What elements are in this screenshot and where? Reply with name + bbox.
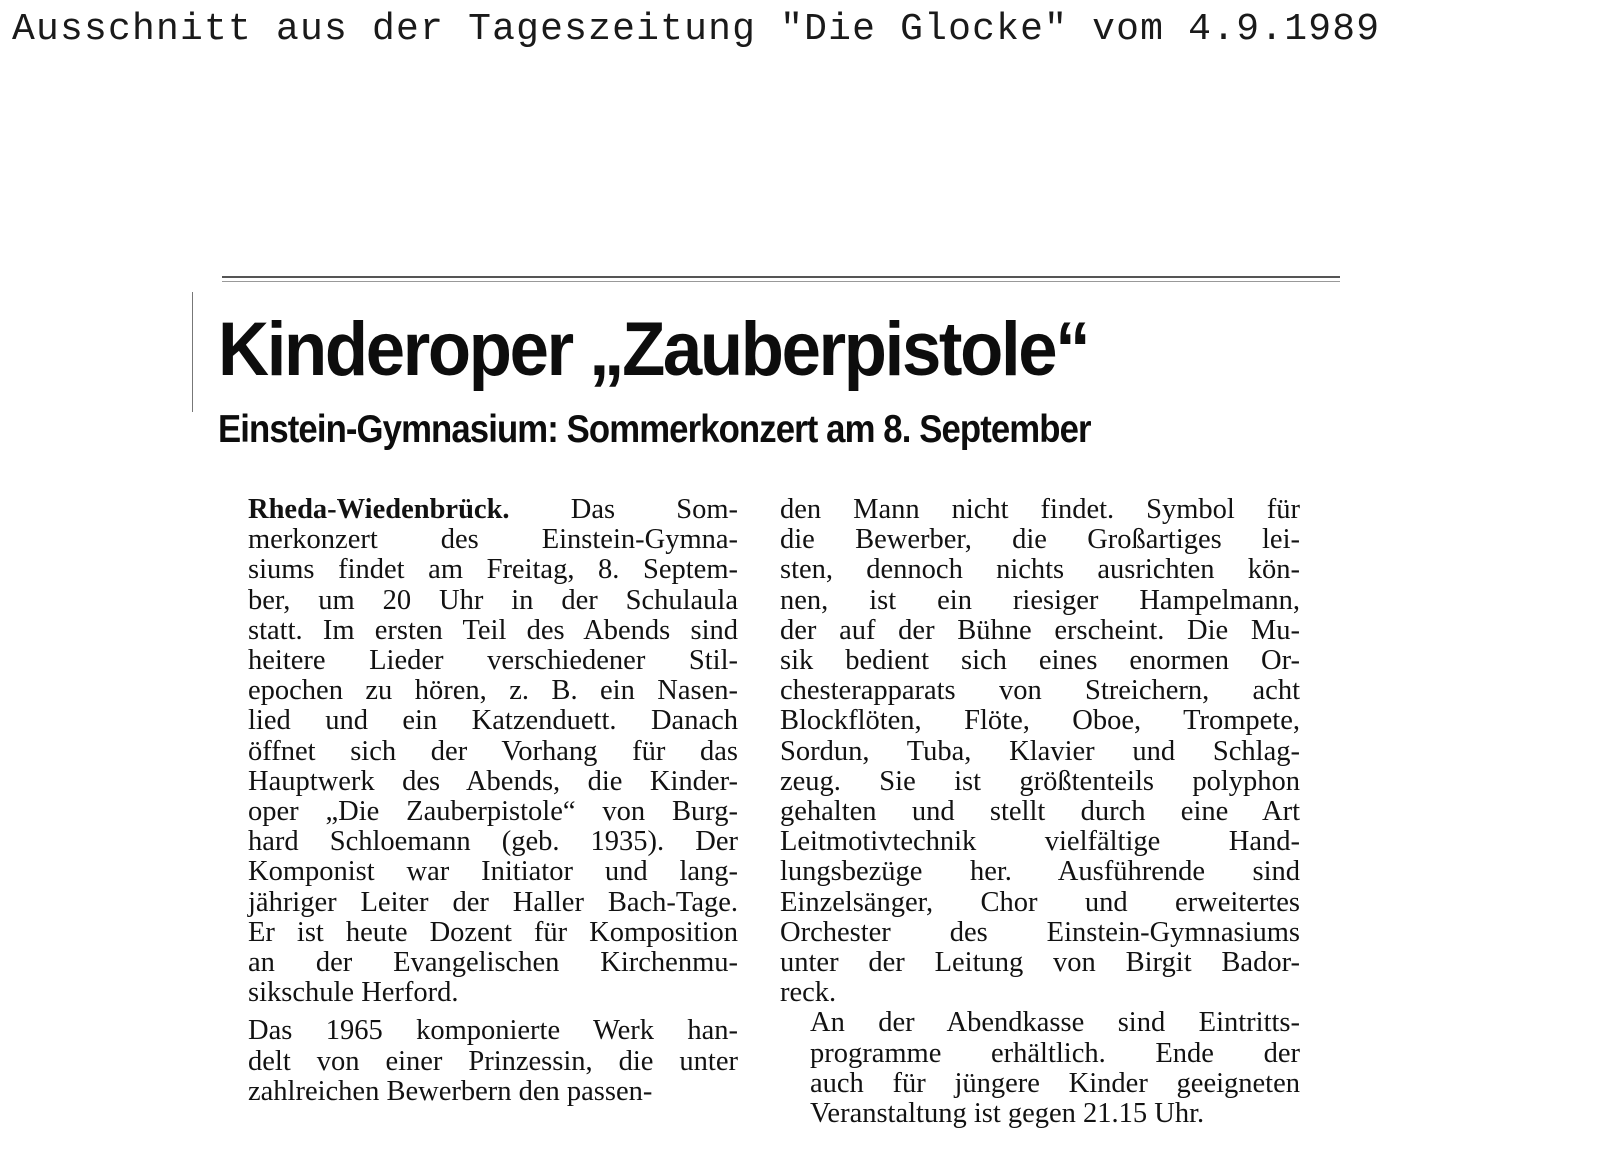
text-line [780, 555, 1300, 585]
top-rule [222, 276, 1340, 278]
text-line [218, 646, 738, 676]
text-line-content: gehalten und stellt durch eine Art [780, 796, 1300, 828]
text-line [780, 676, 1300, 706]
text-line [218, 797, 738, 827]
text-line-content: delt von einer Prinzessin, die unter [248, 1045, 738, 1077]
top-rule-secondary [222, 281, 1340, 282]
text-line-content: Sordun, Tuba, Klavier und Schlag- [780, 735, 1300, 767]
text-line-content: Leitmotivtechnik vielfältige Hand- [780, 826, 1300, 858]
dateline: Rheda-Wiedenbrück. [248, 494, 510, 525]
text-line-content: Er ist heute Dozent für Komposition [248, 916, 738, 948]
left-margin-rule [192, 292, 193, 412]
text-line-content: Komponist war Initiator und lang- [248, 856, 738, 888]
text-line-content: hard Schloemann (geb. 1935). Der [248, 826, 738, 858]
text-line [780, 918, 1300, 948]
text-line-content: jähriger Leiter der Haller Bach-Tage. [248, 886, 738, 918]
text-line [780, 948, 1300, 978]
text-line [780, 616, 1300, 646]
text-line-content: lungsbezüge her. Ausführende sind [780, 856, 1300, 888]
text-line-content: Einzelsänger, Chor und erweitertes [780, 886, 1300, 918]
paragraph-3 [780, 495, 1300, 1008]
text-line [218, 888, 738, 918]
text-line [218, 586, 738, 616]
text-line [780, 978, 1300, 1008]
text-line [218, 948, 738, 978]
text-line [780, 888, 1300, 918]
text-line-content: epochen zu hören, z. B. ein Nasen- [248, 675, 738, 707]
text-line [218, 706, 738, 736]
text-line [780, 1008, 1300, 1038]
text-line [218, 616, 738, 646]
text-line-content: Hauptwerk des Abends, die Kinder- [248, 765, 738, 797]
text-line-content: öffnet sich der Vorhang für das [248, 735, 738, 767]
text-line [218, 737, 738, 767]
text-line [780, 827, 1300, 857]
text-line-content: Orchester des Einstein-Gymnasiums [780, 916, 1300, 948]
text-line-content: reck. [780, 977, 837, 1009]
paragraph-4 [780, 1008, 1300, 1129]
text-line-content: der auf der Bühne erscheint. Die Mu- [780, 614, 1300, 646]
article-column-right [780, 495, 1300, 1129]
article-column-left [218, 495, 738, 1107]
clipping-caption: Ausschnitt aus der Tageszeitung "Die Glocke" vom 4.9.1989 [12, 8, 1381, 51]
text-line-content: lied und ein Katzenduett. Danach [248, 705, 738, 737]
text-line-content: chesterapparats von Streichern, acht [780, 675, 1300, 707]
text-line [780, 1099, 1300, 1129]
text-line-content: sikschule Herford. [248, 977, 459, 1009]
text-line [780, 767, 1300, 797]
text-line-content: an der Evangelischen Kirchenmu- [248, 947, 738, 979]
article-headline: Kinderoper „Zauberpistole“ [218, 307, 1089, 392]
text-line-content: die Bewerber, die Großartiges lei- [780, 524, 1300, 556]
text-line [218, 1047, 738, 1077]
text-line-content: sik bedient sich eines enormen Or- [780, 645, 1300, 677]
text-line-content: sten, dennoch nichts ausrichten kön- [780, 554, 1300, 586]
text-line-content: merkonzert des Einstein-Gymna- [248, 524, 738, 556]
text-line-content: zahlreichen Bewerbern den passen- [248, 1075, 653, 1107]
text-line-content: zeug. Sie ist größtenteils polyphon [780, 765, 1300, 797]
text-line-content: siums findet am Freitag, 8. Septem- [248, 554, 738, 586]
text-line [780, 1039, 1300, 1069]
paragraph-1 [218, 495, 738, 1008]
text-line-content: Das Som- [509, 494, 738, 525]
text-line [218, 857, 738, 887]
text-line-content: oper „Die Zauberpistole“ von Burg- [248, 796, 738, 828]
text-line [780, 1069, 1300, 1099]
text-line [218, 918, 738, 948]
text-line [218, 827, 738, 857]
text-line-content: den Mann nicht findet. Symbol für [780, 494, 1300, 525]
text-line [780, 525, 1300, 555]
text-line-content: Das 1965 komponierte Werk han- [248, 1015, 738, 1047]
text-line-content: Blockflöten, Flöte, Oboe, Trompete, [780, 705, 1300, 737]
text-line [780, 706, 1300, 736]
text-line-content: nen, ist ein riesiger Hampelmann, [780, 584, 1300, 616]
text-line [780, 857, 1300, 887]
text-line [780, 586, 1300, 616]
text-line-content: programme erhältlich. Ende der [810, 1037, 1300, 1069]
text-line [780, 737, 1300, 767]
text-line [218, 978, 738, 1008]
text-line-content: An der Abendkasse sind Eintritts- [810, 1007, 1300, 1039]
text-line [218, 1016, 738, 1046]
text-line [218, 495, 738, 525]
text-line [218, 555, 738, 585]
text-line-content: ber, um 20 Uhr in der Schulaula [248, 584, 738, 616]
paragraph-2 [218, 1016, 738, 1107]
text-line [218, 767, 738, 797]
text-line [780, 495, 1300, 525]
article-subheadline: Einstein-Gymnasium: Sommerkonzert am 8. September [218, 408, 1091, 451]
text-line [780, 797, 1300, 827]
text-line-content: Veranstaltung ist gegen 21.15 Uhr. [810, 1098, 1205, 1130]
text-line [218, 1077, 738, 1107]
text-line-content: unter der Leitung von Birgit Bador- [780, 947, 1300, 979]
text-line [218, 525, 738, 555]
text-line-content: statt. Im ersten Teil des Abends sind [248, 614, 738, 646]
text-line [218, 676, 738, 706]
text-line-content: auch für jüngere Kinder geeigneten [810, 1067, 1300, 1099]
text-line [780, 646, 1300, 676]
text-line-content: heitere Lieder verschiedener Stil- [248, 645, 738, 677]
